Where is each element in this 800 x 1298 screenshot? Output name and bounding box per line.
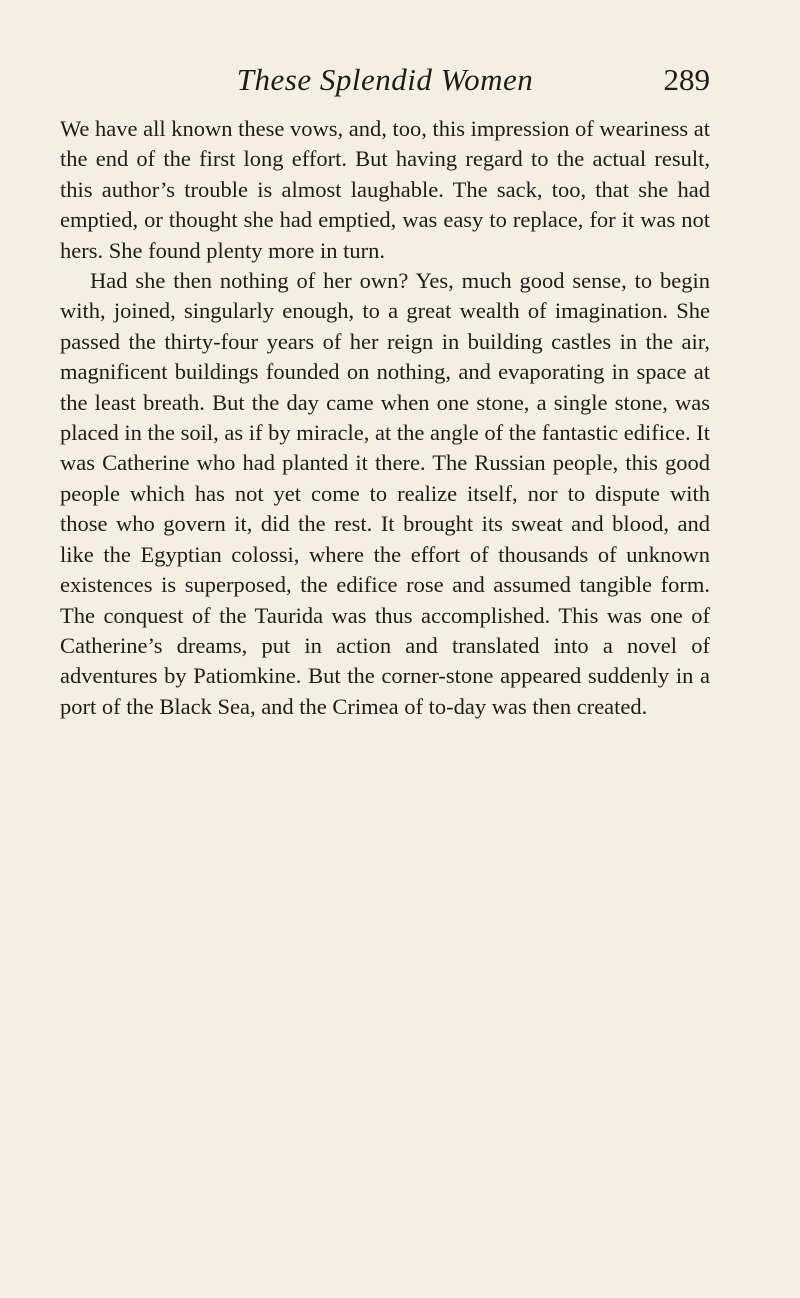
- body-text: [60, 114, 710, 722]
- page-number: 289: [663, 62, 710, 97]
- running-title: These Splendid Women: [236, 62, 534, 97]
- running-head: [60, 58, 710, 102]
- paragraph-1: We have all known these vows, and, too, this impression of weariness at the end of the first long effort. But having regard to the actual result, this author’s trouble is almost laughable. The sack, too, that she had emptied, or thought she had emptied, was easy to replace, for it was not hers. She found plenty more in turn.: [60, 116, 710, 263]
- paragraph-2: Had she then nothing of her own? Yes, much good sense, to begin with, joined, singularly enough, to a great wealth of imagination. She passed the thirty-four years of her reign in building castles in the air, magnificent buildings founded on nothing, and evaporating in space at the least breath. But the day came when one stone, a single stone, was placed in the soil, as if by miracle, at the angle of the fantastic edifice. It was Catherine who had planted it there. The Russian people, this good people which has not yet come to realize itself, nor to dispute with those who govern it, did the rest. It brought its sweat and blood, and like the Egyptian colossi, where the effort of thousands of unknown existences is superposed, the edifice rose and assumed tangible form. The conquest of the Taurida was thus accomplished. This was one of Catherine’s dreams, put in action and translated into a novel of adventures by Patiomkine. But the corner-stone appeared suddenly in a port of the Black Sea, and the Crimea of to-day was then created.: [60, 268, 710, 719]
